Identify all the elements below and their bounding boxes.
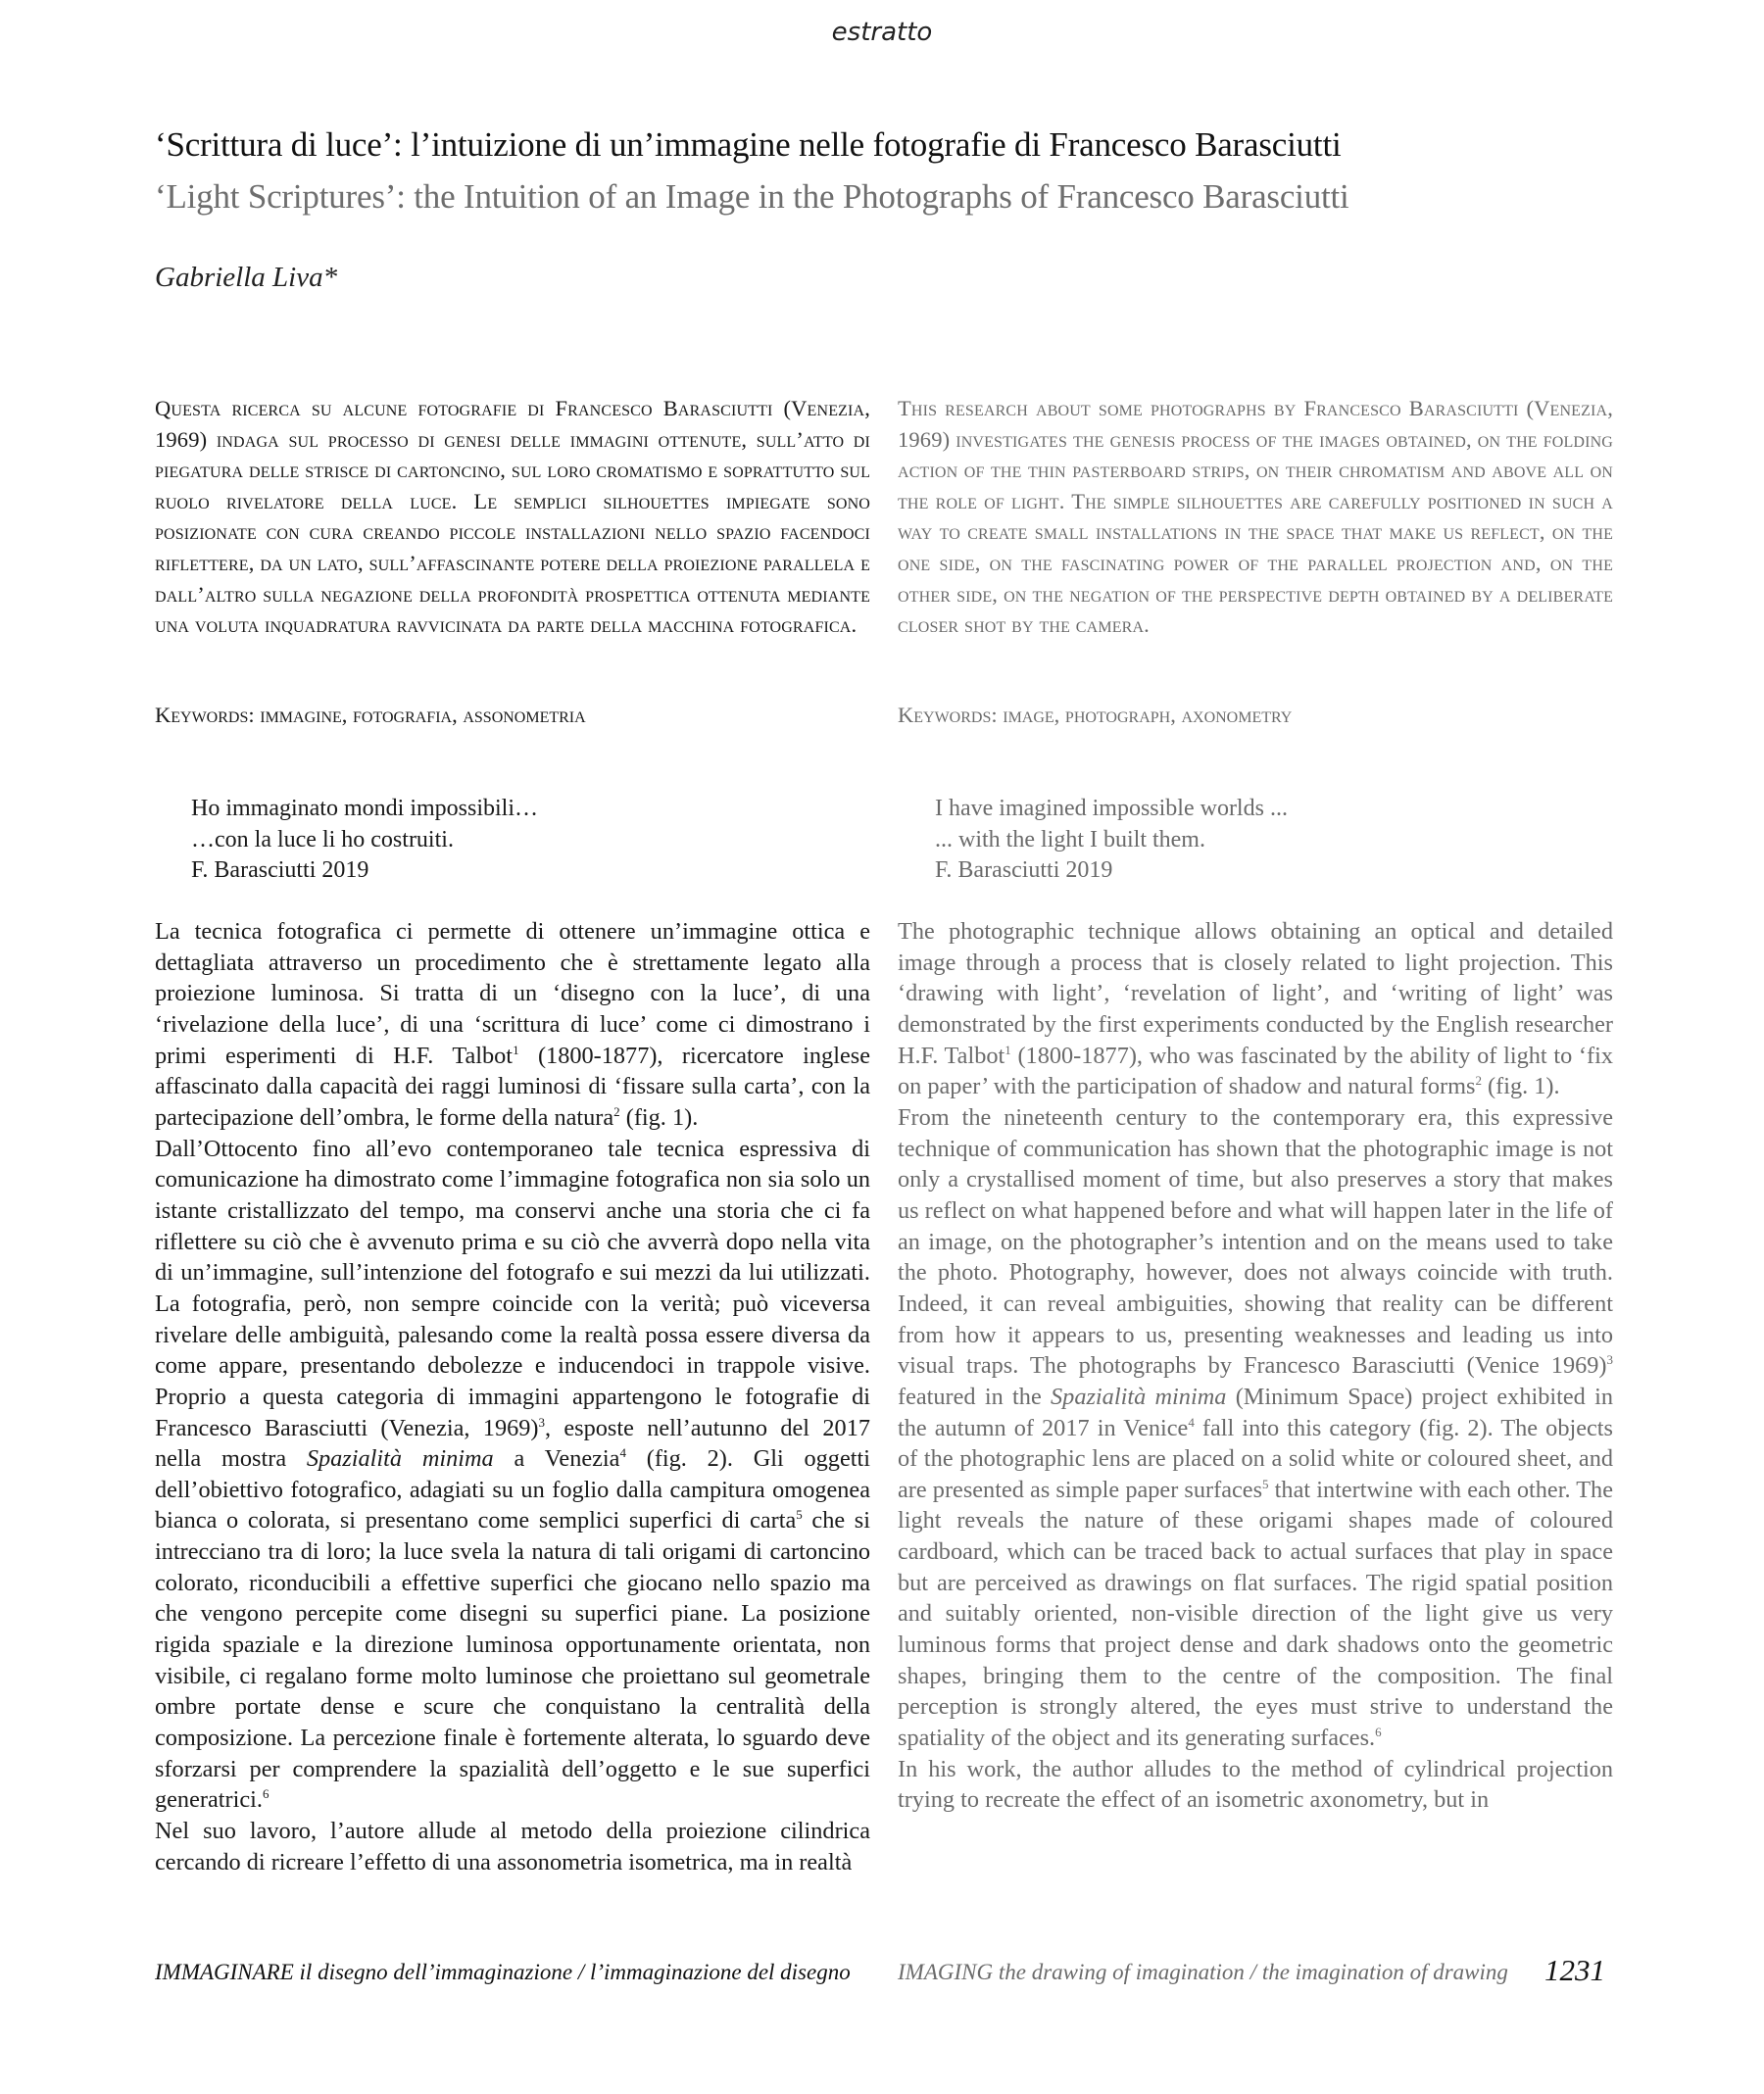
footnote-ref[interactable]: 2 <box>613 1103 620 1119</box>
keywords-english: Keywords: image, photograph, axonometry <box>898 703 1293 727</box>
footnote-ref[interactable]: 1 <box>513 1042 519 1057</box>
footnote-ref[interactable]: 5 <box>796 1507 803 1523</box>
footnote-ref[interactable]: 6 <box>1375 1725 1382 1740</box>
footnote-ref[interactable]: 1 <box>1004 1042 1011 1057</box>
exhibition-title: Spazialità minima <box>1051 1383 1227 1410</box>
journal-name: IMAGING <box>898 1960 994 1984</box>
paragraph: La tecnica fotografica ci permette di ottenere un’immagine ottica e dettagliata attraverso un procedimento che è strettamente legato alla proiezione luminosa. Si tratta di un ‘disegno con la luce’, di una ‘rivelazione della luce’, di una ‘scrittura di luce’ come ci dimostrano i primi esperimenti di H.F. Talbot$^1$ (1800-1877), ricercatore inglese affascinato dalla capacità dei raggi luminosi di ‘fissare sulla carta’, con la partecipazione dell’ombra, le forme della natura$^2$ (fig. 1). <box>155 918 870 1131</box>
footnote-ref[interactable]: 3 <box>538 1414 545 1430</box>
footnote-ref[interactable]: 5 <box>1262 1476 1269 1491</box>
epigraph-line: …con la luce li ho costruiti. <box>191 826 454 852</box>
body-english <box>898 916 1613 1816</box>
paragraph: From the nineteenth century to the contemporary era, this expressive technique of communication has shown that the photographic image is not only a crystallised moment of time, but also preserves a story that makes us reflect on what happened before and what will happen later in the life of an image, on the photographer’s intention and on the means used to take the photo. Photography, however, does not always coincide with truth. Indeed, it can reveal ambiguities, showing that reality can be different from how it appears to us, presenting weaknesses and leading us into visual traps. The photographs by Francesco Barasciutti (Venice 1969)$^3$ featured in the Spazialità minima (Minimum Space) project exhibited in the autumn of 2017 in Venice$^4$ fall into this category (fig. 2). The objects of the photographic lens are placed on a solid white or coloured sheet, and are presented as simple paper surfaces$^5$ that intertwine with each other. The light reveals the nature of these origami shapes made of coloured cardboard, which can be traced back to actual surfaces that play in space but are perceived as drawings on flat surfaces. The rigid spatial position and suitably oriented, non-visible direction of the light give us very luminous forms that project dense and dark shadows onto the geometric shapes, bringing them to the centre of the composition. The final perception is strongly altered, the eyes must strive to understand the spatiality of the object and its generating surfaces.$^6$ <box>898 1103 1613 1752</box>
footnote-ref[interactable]: 4 <box>619 1445 626 1461</box>
epigraph-attribution: F. Barasciutti 2019 <box>191 857 369 884</box>
page-number: 1231 <box>1544 1953 1605 1987</box>
exhibition-title: Spazialità minima <box>306 1445 494 1473</box>
footnote-ref[interactable]: 3 <box>1606 1352 1613 1368</box>
keywords-italian: Keywords: immagine, fotografia, assonometria <box>155 703 586 727</box>
paragraph: Nel suo lavoro, l’autore allude al metodo della proiezione cilindrica cercando di ricreare l’effetto di una assonometria isometrica, ma in realtà <box>155 1818 870 1875</box>
title-italian: ‘Scrittura di luce’: l’intuizione di un’immagine nelle fotografie di Francesco Barasciutti <box>155 125 1342 164</box>
footnote-ref[interactable]: 2 <box>1475 1073 1482 1089</box>
paragraph: Dall’Ottocento fino all’evo contemporaneo tale tecnica espressiva di comunicazione ha dimostrato come l’immagine fotografica non sia solo un istante cristallizzato del tempo, ma conservi anche una storia che ci fa riflettere su ciò che è avvenuto prima e su ciò che avverrà dopo nella vita di un’immagine, sull’intenzione del fotografo e sui mezzi da lui utilizzati. La fotografia, però, non sempre coincide con la verità; può viceversa rivelare delle ambiguità, palesando come la realtà possa essere diversa da come appare, presentando debolezze e inducendoci in trappole visive. Proprio a questa categoria di immagini appartengono le fotografie di Francesco Barasciutti (Venezia, 1969)$^3$, esposte nell’autunno del 2017 nella mostra Spazialità minima a Venezia$^4$ (fig. 2). Gli oggetti dell’obiettivo fotografico, adagiati su un foglio dalla campitura omogenea bianca o colorata, si presentano come semplici superfici di carta$^5$ che si intrecciano tra di loro; la luce svela la natura di tali origami di cartoncino colorato, riconducibili a effettive superfici che giocano nello spazio ma che vengono percepite come disegni su superfici piane. La posizione rigida spaziale e la direzione luminosa opportunamente orientata, non visibile, ci regalano forme molto luminose che proiettano sul geometrale ombre portate dense e scure che conquistano la centralità della composizione. La percezione finale è fortemente alterata, lo sguardo deve sforzarsi per comprendere la spazialità dell’oggetto e le sue superfici generatrici.$^6$ <box>155 1135 871 1814</box>
footnote-ref[interactable]: 4 <box>1188 1414 1195 1430</box>
epigraph-line: ... with the light I built them. <box>935 826 1205 852</box>
author-name: Gabriella Liva* <box>155 262 338 293</box>
epigraph-italian <box>191 794 538 887</box>
epigraph-line: I have imagined impossible worlds ... <box>935 796 1288 821</box>
paragraph: The photographic technique allows obtaining an optical and detailed image through a process that is closely related to light projection. This ‘drawing with light’, ‘revelation of light’, and ‘writing of light’ was demonstrated by the first experiments conducted by the English researcher H.F. Talbot$^1$ (1800-1877), who was fascinated by the ability of light to ‘fix on paper’ with the participation of shadow and natural forms$^2$ (fig. 1). <box>898 918 1614 1100</box>
title-english: ‘Light Scriptures’: the Intuition of an Image in the Photographs of Francesco Barasciutti <box>155 177 1349 216</box>
epigraph-line: Ho immaginato mondi impossibili… <box>191 796 538 821</box>
epigraph-attribution: F. Barasciutti 2019 <box>935 857 1113 884</box>
footer-english: IMAGING the drawing of imagination / the imagination of drawing <box>898 1960 1508 1984</box>
abstract-italian: Questa ricerca su alcune fotografie di Francesco Barasciutti (Venezia, 1969) indaga sul processo di genesi delle immagini ottenute, sull’atto di piegatura delle strisce di cartoncino, sul loro cromatismo e soprattutto sul ruolo rivelatore della luce. Le semplici silhouettes impiegate sono posizionate con cura creando piccole installazioni nello spazio facendoci riflettere, da un lato, sull’affascinante potere della proiezione parallela e dall’altro sulla negazione della profondità prospettica ottenuta mediante una voluta inquadratura ravvicinata da parte della macchina fotografica. <box>155 396 870 638</box>
abstract-english: This research about some photographs by Francesco Barasciutti (Venezia, 1969) investigates the genesis process of the images obtained, on the folding action of the thin pasterboard strips, on their chromatism and above all on the role of light. The simple silhouettes are carefully positioned in such a way to create small installations in the space that make us reflect, on the one side, on the fascinating power of the parallel projection and, on the other side, on the negation of the perspective depth obtained by a deliberate closer shot by the camera. <box>898 396 1613 638</box>
epigraph-english <box>935 794 1288 887</box>
footer-italian: IMMAGINARE il disegno dell’immaginazione / l’immaginazione del disegno <box>155 1960 851 1984</box>
journal-name: IMMAGINARE <box>155 1960 294 1984</box>
paragraph: In his work, the author alludes to the method of cylindrical projection trying to recreate the effect of an isometric axonometry, but in <box>898 1755 1613 1814</box>
footnote-ref[interactable]: 6 <box>262 1786 270 1802</box>
running-head: estratto <box>831 18 933 47</box>
body-italian <box>155 916 870 1877</box>
